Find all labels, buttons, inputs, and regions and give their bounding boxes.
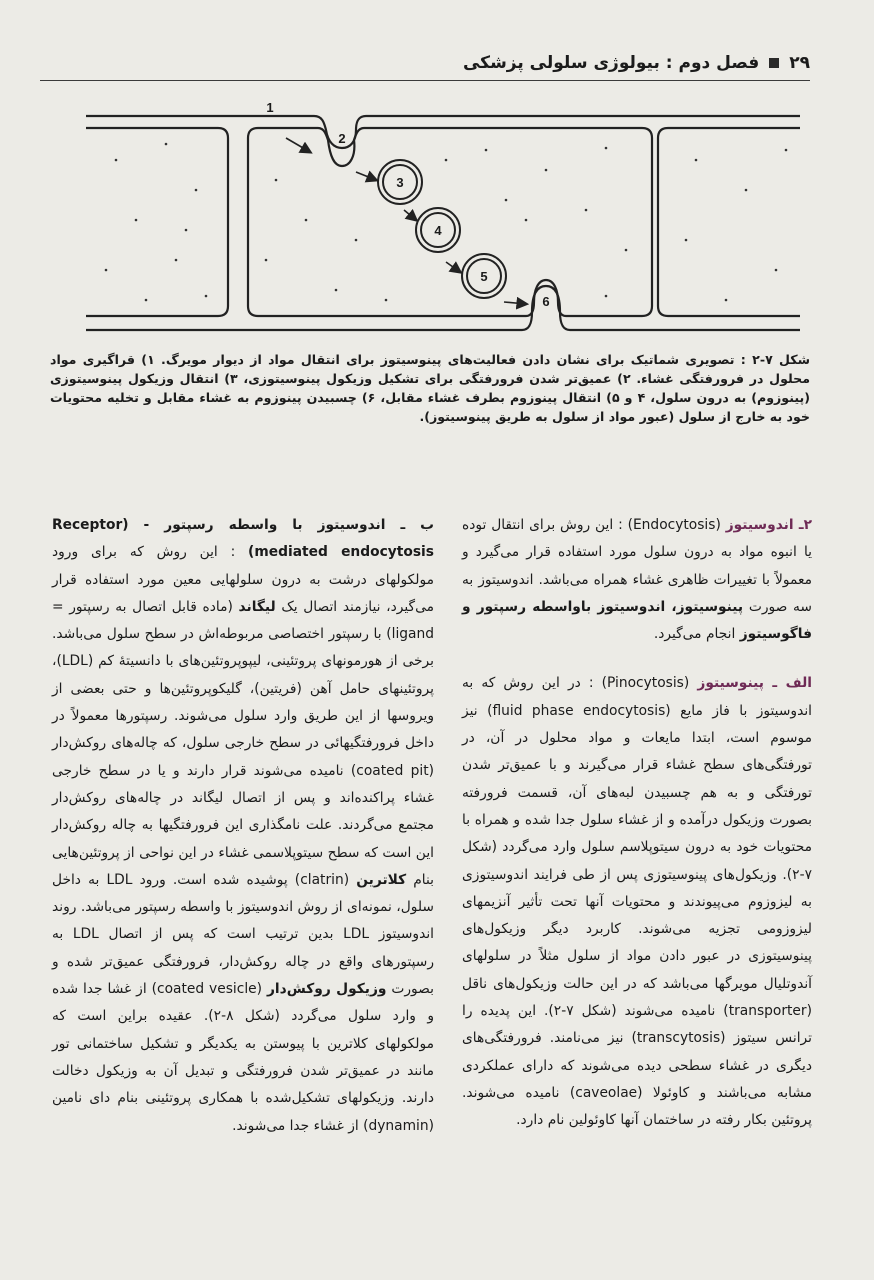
- receptor-mediated-paragraph: [52, 512, 434, 1140]
- label-2: 2: [338, 131, 346, 146]
- caption-text: تصویری شماتیک برای نشان دادن فعالیت‌های پینوسیتوز برای انتقال مواد از دیوار مویرگ. ۱) قراگیری مواد محلول در فرورفتگی غشاء. ۲) عمیق‌تر شدن فرورفتگی برای تشکیل وزیکول پینوسیتوزی، ۳) انتقال وزیکول پینوسیتوزی (پینوزوم) به درون سلول، ۴ و ۵) انتقال پینوزوم بطرف غشاء مقابل، ۶) چسبیدن پینوزوم به غشاء مقابل و تخلیه محتویات خود به خارج از سلول (عبور مواد از سلول به طریق پینوسیتوز).: [50, 352, 810, 424]
- label-3: 3: [396, 175, 404, 190]
- left-column: [52, 512, 434, 1162]
- page-number: ۲۹: [789, 53, 810, 73]
- endocytosis-text-c: انجام می‌گیرد.: [653, 626, 740, 643]
- rm-bold-coated-vesicle: وزیکول روکش‌دار: [266, 981, 387, 998]
- pinocytosis-text: (Pinocytosis) : در این روش که به اندوسیتوز با فاز مایع (fluid phase endocytosis) نیز موسوم است، ابتدا مایعات و مواد محلول در آن، در تورفتگی‌های سطح غشاء قرار می‌گیرند و با عمیق‌تر شدن تورفتگی و به هم چسبیدن لبه‌های آن، قسمت فرورفته بصورت وزیکول درآمده و از غشاء سلول جدا شده و همراه با محتویات خود به درون سیتوپلاسم سلول وارد می‌گردد (شکل ۷-۲). وزیکول‌های پینوسیتوزی پس از طی فرایند اندوسیتوزی به لیزوزوم می‌پیوندند و محتویات آنها تحت تأثیر آنزیمهای لیزوزومی تجزیه می‌شوند. کاربرد دیگر وزیکول‌های پینوسیتوزی در عبور دادن مواد از سلول مثلاً در سلولهای آندوتلیال مویرگها می‌باشد که در این حالت وزیکول‌های ناقل (transporter) نامیده می‌شوند (شکل ۷-۲). این پدیده را ترانس سیتوز (transcytosis) نیز می‌نامند. فرورفتگی‌های دیگری در غشاء سطحی دیده می‌شوند که دارای عملکردی مشابه می‌باشند و کاوئولا (caveolae) نامیده می‌شوند. پروتئین بکار رفته در ساختمان آنها کاوئولین نام دارد.: [462, 675, 812, 1129]
- label-1: 1: [266, 100, 274, 115]
- rm-bold-ligand: لیگاند: [238, 598, 276, 615]
- rm-text-1: : این روش که برای ورود مولکولهای درشت به درون سلولهایی معین مورد استفاده قرار می‌گیرد، نیازمند اتصال یک: [52, 544, 434, 615]
- endocytosis-text-a: (Endocytosis) : این روش برای انتقال توده یا انبوه مواد به درون سلول مورد استفاده قرار می‌گیرد و معمولاً با تغییرات ظاهری غشاء همراه می‌باشد. اندوسیتوز به سه صورت: [462, 517, 812, 615]
- pinocytosis-heading: الف ـ پینوسیتوز: [697, 675, 812, 692]
- label-4: 4: [434, 223, 442, 238]
- pinocytosis-diagram: [86, 100, 800, 344]
- label-5: 5: [480, 269, 488, 284]
- figure-caption: [50, 350, 810, 426]
- rm-text-2: (ماده قابل اتصال به رسپتور = ligand) با رسپتور اختصاصی مربوطه‌اش در سطح سلول می‌باشد. برخی از هورمونهای پروتئینی، لیپوپروتئین‌های با دانسیتهٔ کم (LDL)، پروتئینهای حامل آهن (فریتین)، گلیکوپروتئین‌ها و حتی بعضی از ویروسها از این طریق وارد سلول می‌شوند. رسپتورها معمولاً در داخل فرورفتگیهائی در سطح خارجی سلول، که چاله‌های روکش‌دار (coated pit) نامیده می‌شوند قرار دارند و یا در سطح خارجی غشاء پراکنده‌اند و پس از اتصال لیگاند در چاله‌های روکش‌دار مجتمع می‌گردند. علت نامگذاری این فرورفتگیها به چاله روکش‌دار این است که سطح سیتوپلاسمی غشاء در این نواحی از پروتئین‌هایی بنام: [52, 598, 435, 888]
- endocytosis-paragraph: [462, 512, 812, 648]
- square-bullet-icon: [769, 58, 779, 68]
- chapter-title: فصل دوم : بیولوژی سلولی پزشکی: [462, 53, 760, 73]
- rm-text-4: (coated vesicle) از غشا جدا شده و وارد سلول می‌گردد (شکل ۸-۲). عقیده براین است که مولکولهای کلاترین با پیوستن به یکدیگر و تشکیل ساختمانی تور مانند در عمیق‌تر شدن فرورفتگی و تبدیل آن به وزیکول دخالت دارند. وزیکولهای تشکیل‌شده با همکاری پروتئینی بنام دای نامین (dynamin) از غشاء جدا می‌شوند.: [52, 981, 434, 1134]
- page-header: [40, 46, 810, 81]
- endocytosis-heading: ۲ـ اندوسیتوز: [725, 517, 812, 533]
- label-6: 6: [542, 294, 550, 309]
- pinocytosis-paragraph: [462, 670, 812, 1134]
- rm-text-3: (clatrin) پوشیده شده است. ورود LDL به داخل سلول، نمونه‌ای از روش اندوسیتوز با واسطه رسپتور می‌باشد. روند اندوسیتوز LDL بدین ترتیب است که پس از اتصال LDL به رسپتورهای واقع در چاله روکش‌دار، فرورفتگی عمیق‌تر شده و بصورت: [52, 871, 435, 998]
- caption-label: شکل ۷-۲ :: [740, 352, 810, 367]
- right-column: [462, 512, 812, 1157]
- receptor-mediated-heading: ب ـ اندوسیتوز با واسطه رسپتور - (Receptor mediated endocytosis): [52, 517, 434, 561]
- endocytosis-types: پینوسیتوز، اندوسیتوز باواسطه رسپتور و فاگوسیتوز: [462, 598, 812, 643]
- rm-bold-clathrin: کلاترین: [356, 871, 407, 888]
